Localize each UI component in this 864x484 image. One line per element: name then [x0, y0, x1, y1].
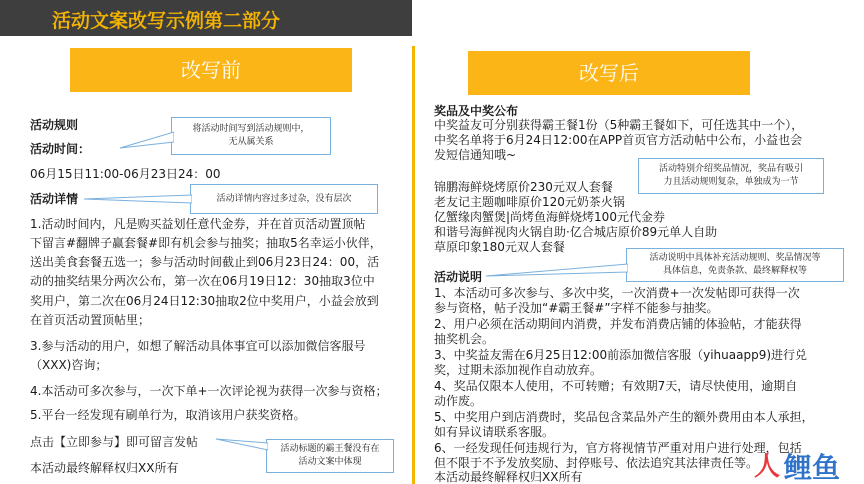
callout-line: 活动文案中体现 — [298, 457, 362, 467]
meal-item: 和谐号海鲜视肉火锅自助·亿合城店原价89元单人自助 — [434, 225, 718, 239]
prize-heading: 奖品及中奖公布 — [434, 104, 519, 118]
prize-line: 中奖益友可分别获得霸王餐1份（5种霸王餐如下，可任选其中一个）， — [434, 118, 804, 132]
detail-line: 下留言#翻牌子赢套餐#即有机会参与抽奖；抽取5名幸运小伙伴， — [30, 236, 382, 250]
detail-line: 4.本活动可多次参与，一次下单+一次评论视为获得一次参与资格； — [30, 384, 388, 398]
detail-line: 5.平台一经发现有刷单行为，取消该用户获奖资格。 — [30, 408, 306, 422]
rule-line: 参与资格，帖子没加“#霸王餐#”字样不能参与抽奖。 — [434, 301, 719, 315]
detail-line: 送出美食套餐五选一；参与活动时间截止到06月23日24：00，活 — [30, 255, 380, 269]
after-heading: 改写后 — [468, 51, 750, 95]
callout-line: 力且活动规则复杂，单独成为一节 — [663, 177, 799, 187]
detail-line: 奖用户，第二次在06月24日12:30抽取2位中奖用户，小益会放到 — [30, 294, 379, 308]
callout-line: 活动说明中具体补充活动规则、奖品情况等 — [649, 253, 821, 263]
callout-pointer — [216, 437, 268, 451]
time-range: 06月15日11:00-06月23日24：00 — [30, 167, 221, 181]
title-bar — [0, 0, 412, 36]
detail-line: （XXX)咨询； — [30, 358, 108, 372]
callout-title-note — [266, 439, 394, 473]
details-heading: 活动详情 — [30, 192, 79, 206]
detail-line: 在首页活动置顶帖里； — [30, 313, 151, 327]
callout-line: 将活动时间写到活动规则中， — [192, 124, 310, 134]
callout-time-note — [171, 117, 331, 155]
rules-explain-heading: 活动说明 — [434, 270, 483, 284]
rule-line: 3、中奖益友需在6月25日12:00前添加微信客服（yihuaapp9)进行兑 — [434, 348, 808, 362]
rule-line: 抽奖机会。 — [434, 332, 495, 346]
callout-details-note — [190, 184, 378, 214]
callout-pointer — [486, 262, 628, 278]
page-title: 活动文案改写示例第二部分 — [52, 10, 281, 32]
callout-rules-note — [626, 248, 844, 282]
callout-pointer — [120, 130, 174, 150]
rule-line: 4、奖品仅限本人使用，不可转赠；有效期7天，请尽快使用，逾期自 — [434, 379, 798, 393]
callout-line: 活动标题的霸王餐没有在 — [280, 444, 380, 454]
callout-line: 具体信息，免责条款、最终解释权等 — [662, 266, 807, 276]
rule-line: 1、本活动可多次参与、多次中奖，一次消费+一次发帖即可获得一次 — [434, 286, 800, 300]
callout-pointer — [84, 194, 192, 204]
rule-line: 奖，过期未添加视作自动放弃。 — [434, 363, 603, 377]
detail-line: 1.活动时间内，凡是购买益划任意代金券，并在首页活动置顶帖 — [30, 217, 366, 231]
callout-line: 无从属关系 — [228, 137, 274, 147]
meal-item: 草原印象180元双人套餐 — [434, 240, 565, 254]
before-heading: 改写前 — [70, 48, 352, 92]
rule-line: 6、一经发现任何违规行为，官方将视情节严重对用户进行处理，包括 — [434, 441, 802, 455]
detail-line: 3.参与活动的用户，如想了解活动具体事宜可以添加微信客服号 — [30, 339, 366, 353]
column-divider — [412, 46, 415, 484]
rule-line: 2、用户必须在活动期间内消费，并发布消费店铺的体验帖，才能获得 — [434, 317, 802, 331]
brand-logo — [752, 441, 862, 483]
copyright-line: 本活动最终解释权归XX所有 — [30, 461, 179, 475]
time-heading: 活动时间： — [30, 142, 91, 156]
detail-line: 动的抽奖结果分两次公布，第一次在06月19日12：30抽取3位中 — [30, 274, 375, 288]
rule-line: 本活动最终解释权归XX所有 — [434, 470, 583, 484]
meal-item: 亿蟹缘肉蟹煲|尚烤鱼海鲜烧烤100元代金券 — [434, 210, 665, 224]
logo-mark: 人 — [754, 452, 781, 482]
meal-item: 老友记主题咖啡原价120元奶茶火锅 — [434, 195, 625, 209]
rule-line: 但不限于不予发放奖励、封停账号、依法追究其法律责任等。 — [434, 456, 759, 470]
rule-line: 动作废。 — [434, 394, 483, 408]
prize-line: 发短信通知哦~ — [434, 148, 517, 162]
rule-line: 5、中奖用户到店消费时，奖品包含菜品外产生的额外费用由本人承担， — [434, 410, 814, 424]
meal-item: 锦鹏海鲜烧烤原价230元双人套餐 — [434, 180, 613, 194]
callout-line: 活动详情内容过多过杂，没有层次 — [216, 193, 352, 204]
callout-prize-note — [638, 158, 824, 194]
prize-line: 中奖名单将于6月24日12:00在APP首页官方活动帖中公布，小益也会 — [434, 133, 803, 147]
participate-line: 点击【立即参与】即可留言发帖 — [30, 435, 199, 449]
logo-text: 鲤鱼 — [784, 451, 841, 483]
rule-line: 如有异议请联系客服。 — [434, 425, 555, 439]
callout-line: 活动特别介绍奖品情况，奖品有吸引 — [658, 164, 803, 174]
rules-heading: 活动规则 — [30, 118, 79, 132]
